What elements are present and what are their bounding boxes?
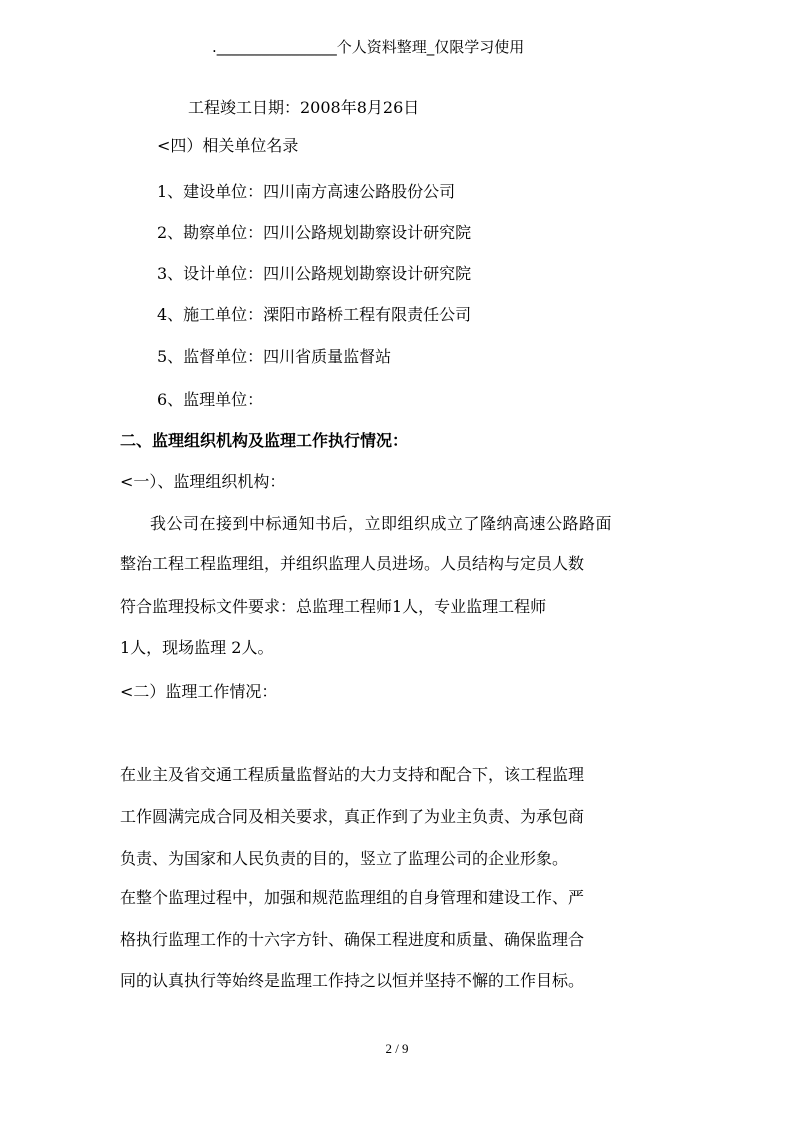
subsection-heading-work: <二）监理工作情况： (120, 682, 278, 701)
paragraph-line: 在整个监理过程中，加强和规范监理组的自身管理和建设工作、严 (120, 888, 585, 907)
unit-item: 6、监理单位： (157, 390, 264, 409)
section-heading-supervision: 二、监理组织机构及监理工作执行情况： (120, 431, 409, 450)
unit-item: 5、监督单位：四川省质量监督站 (157, 347, 392, 366)
page-header: .________________个人资料整理_仅限学习使用 (212, 38, 525, 56)
completion-date: 工程竣工日期：2008年8月26日 (188, 98, 420, 117)
paragraph-line: 同的认真执行等始终是监理工作持之以恒并坚持不懈的工作目标。 (120, 971, 585, 990)
unit-item: 4、施工单位：溧阳市路桥工程有限责任公司 (157, 305, 472, 324)
section-title-related-units: <四）相关单位名录 (157, 136, 299, 155)
paragraph-line: 我公司在接到中标通知书后，立即组织成立了隆纳高速公路路面 (150, 514, 613, 533)
subsection-heading-organization: <一）、监理组织机构： (120, 472, 286, 491)
paragraph-line: 符合监理投标文件要求：总监理工程师1人，专业监理工程师 (120, 597, 547, 616)
paragraph-line: 格执行监理工作的十六字方针、确保工程进度和质量、确保监理合 (120, 930, 585, 949)
unit-item: 3、设计单位：四川公路规划勘察设计研究院 (157, 264, 472, 283)
paragraph-line: 1人，现场监理 2人。 (120, 638, 274, 657)
paragraph-line: 工作圆满完成合同及相关要求，真正作到了为业主负责、为承包商 (120, 807, 585, 826)
paragraph-line: 在业主及省交通工程质量监督站的大力支持和配合下，该工程监理 (120, 765, 585, 784)
page-number: 2 / 9 (385, 1041, 409, 1056)
unit-item: 1、建设单位：四川南方高速公路股份公司 (157, 182, 456, 201)
paragraph-line: 整治工程工程监理组，并组织监理人员进场。人员结构与定员人数 (120, 554, 585, 573)
unit-item: 2、勘察单位：四川公路规划勘察设计研究院 (157, 223, 472, 242)
paragraph-line: 负责、为国家和人民负责的目的，竖立了监理公司的企业形象。 (120, 849, 569, 868)
